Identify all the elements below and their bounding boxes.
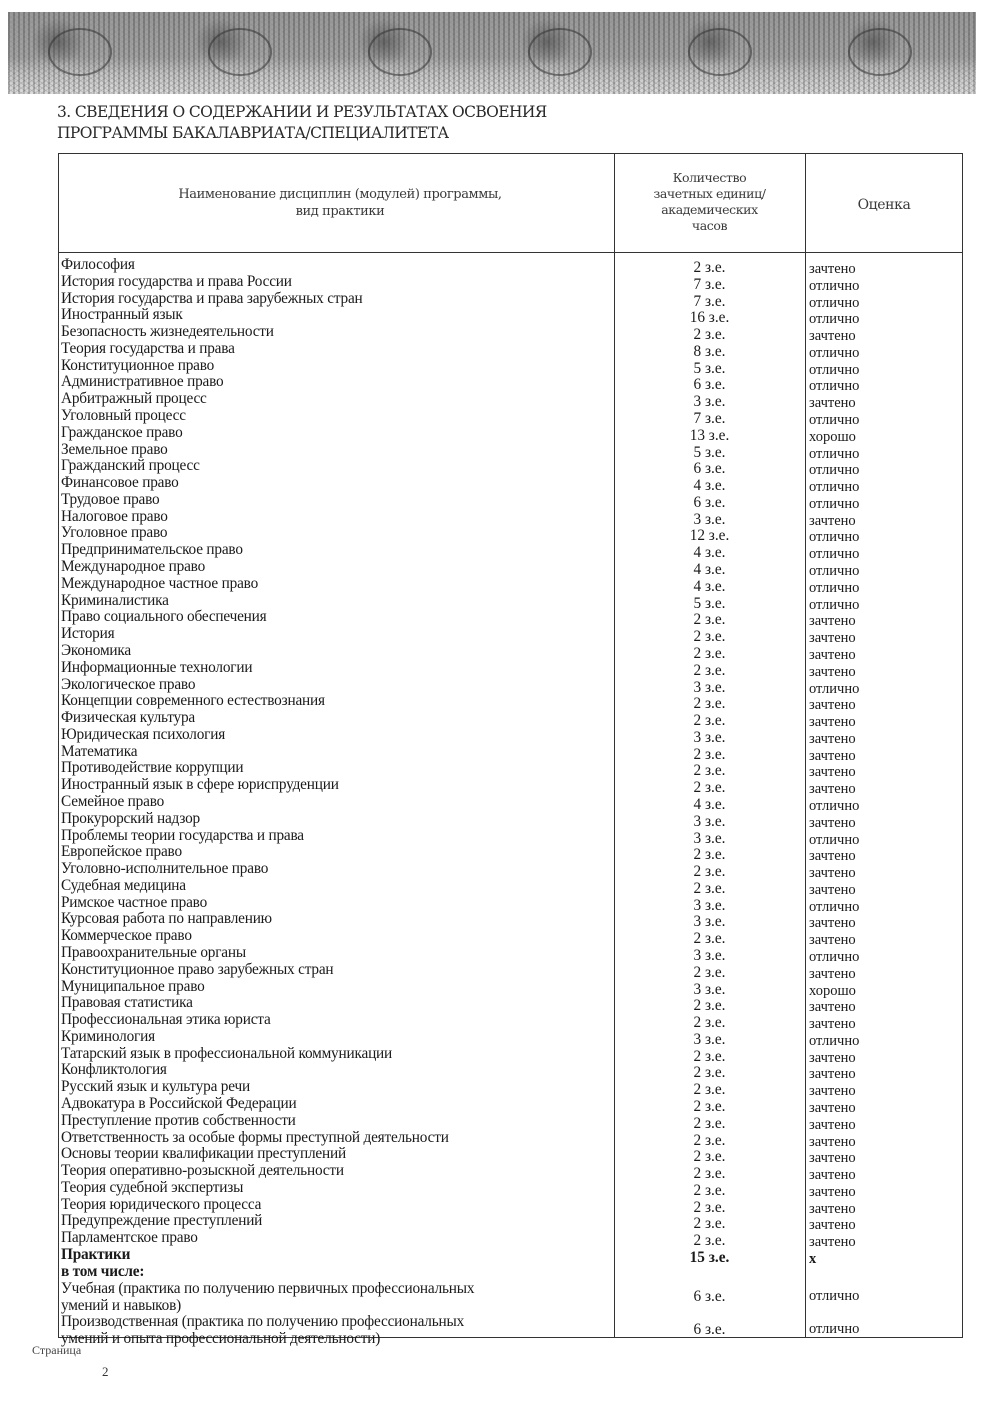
discipline-name: Физическая культура — [61, 709, 195, 727]
table-row — [0, 742, 999, 764]
grade-value: отлично — [809, 311, 860, 328]
table-row — [0, 943, 999, 965]
grade-value: зачтено — [809, 261, 856, 277]
grade-value: отлично — [809, 361, 860, 378]
credits-value: 6 з.е. — [693, 1321, 726, 1339]
discipline-name: Парламентское право — [61, 1229, 198, 1247]
credits-value: 7 з.е. — [693, 410, 726, 428]
credits-value: 5 з.е. — [693, 594, 726, 612]
discipline-name: Теория юридического процесса — [61, 1195, 262, 1213]
grade-value: зачтено — [809, 395, 856, 412]
grade-value: отлично — [809, 1287, 860, 1304]
grade-value: зачтено — [809, 1217, 856, 1234]
credits-value: 2 з.е. — [693, 644, 726, 662]
grade-value: отлично — [809, 529, 860, 546]
grade-value: отлично — [809, 596, 860, 613]
discipline-name: Уголовный процесс — [61, 407, 186, 425]
grade-value: зачтено — [809, 730, 856, 747]
table-row — [0, 725, 999, 747]
practice-name-line: Производственная (практика по получению профессиональных — [61, 1313, 465, 1331]
table-row — [0, 541, 999, 563]
table-row — [0, 608, 999, 630]
table-row — [0, 272, 999, 294]
table-row — [0, 256, 999, 277]
credits-value: 8 з.е. — [693, 342, 726, 360]
page-number: 2 — [102, 1364, 109, 1379]
table-row — [0, 927, 999, 949]
credits-value: 2 з.е. — [693, 611, 726, 629]
credits-value: 13 з.е. — [689, 426, 730, 444]
discipline-name: Проблемы теории государства и права — [61, 826, 304, 844]
table-row — [0, 960, 999, 982]
table-row — [0, 1095, 999, 1116]
discipline-name: Конституционное право — [61, 356, 215, 374]
credits-value: 2 з.е. — [693, 1014, 726, 1032]
grade-value: зачтено — [809, 915, 856, 932]
discipline-name: Безопасность жизнедеятельности — [61, 323, 274, 341]
rosette-ornament — [848, 28, 912, 76]
discipline-name: Юридическая психология — [61, 725, 226, 743]
table-row — [0, 893, 999, 915]
discipline-name: Финансовое право — [61, 474, 179, 492]
grade-value: отлично — [809, 797, 860, 814]
grade-value: отлично — [809, 579, 860, 596]
table-row — [0, 574, 999, 596]
table-row — [0, 1195, 999, 1217]
credits-value: 2 з.е. — [693, 628, 726, 646]
credits-value: 7 з.е. — [693, 292, 726, 310]
credits-value: 12 з.е. — [689, 527, 730, 545]
grade-value: зачтено — [809, 764, 856, 781]
discipline-name: Прокурорский надзор — [61, 809, 200, 827]
discipline-name: Предпринимательское право — [61, 541, 243, 559]
table-row — [0, 356, 999, 378]
table-row — [0, 1027, 999, 1049]
credits-value: 6 з.е. — [693, 1287, 726, 1305]
header-grade: Оценка — [857, 197, 911, 213]
grade-value: отлично — [809, 680, 860, 697]
grade-value: зачтено — [809, 1066, 856, 1083]
discipline-name: Теория оперативно-розыскной деятельности — [61, 1162, 344, 1180]
discipline-name: Основы теории квалификации преступлений — [61, 1145, 346, 1163]
header-text: вид практики — [295, 204, 385, 219]
credits-value: 2 з.е. — [693, 997, 726, 1015]
grade-value: отлично — [809, 479, 860, 496]
discipline-name: Экологическое право — [61, 675, 196, 693]
credits-value: 3 з.е. — [693, 829, 726, 847]
discipline-name: Гражданский процесс — [61, 457, 200, 475]
table-row — [0, 1111, 999, 1133]
discipline-name: Информационные технологии — [61, 658, 253, 676]
discipline-name: Преступление против собственности — [61, 1111, 296, 1129]
table-row — [0, 507, 999, 529]
discipline-name: Математика — [61, 742, 138, 760]
grade-value: зачтено — [809, 965, 856, 982]
grade-value: зачтено — [809, 747, 856, 764]
grade-value: отлично — [809, 412, 860, 429]
credits-value: 2 з.е. — [693, 661, 726, 679]
discipline-name: История — [61, 625, 115, 643]
grade-value: зачтено — [809, 328, 856, 345]
credits-value: 2 з.е. — [693, 326, 726, 344]
table-row — [0, 1212, 999, 1234]
discipline-name: Иностранный язык в сфере юриспруденции — [61, 776, 339, 794]
header-text: Количество — [672, 170, 747, 185]
guilloche-security-border — [8, 12, 976, 94]
grade-value: зачтено — [809, 881, 856, 898]
credits-value: 2 з.е. — [693, 695, 726, 713]
rosette-ornament — [528, 28, 592, 76]
table-row — [0, 692, 999, 714]
grade-value: хорошо — [809, 428, 856, 445]
discipline-name: Криминалистика — [61, 591, 169, 609]
including-row — [0, 1263, 999, 1280]
grade-value: отлично — [809, 546, 860, 563]
credits-value: 7 з.е. — [693, 275, 726, 293]
rosette-ornament — [208, 28, 272, 76]
credits-value: 4 з.е. — [693, 544, 726, 562]
grade-value: зачтено — [809, 613, 856, 630]
header-text: академических — [661, 202, 758, 217]
practices-row — [0, 1246, 999, 1268]
grade-value: зачтено — [809, 1200, 856, 1217]
rosette-ornament — [48, 28, 112, 76]
table-row — [0, 423, 999, 445]
table-row — [0, 474, 999, 496]
credits-value: 2 з.е. — [693, 1215, 726, 1233]
table-row — [0, 1044, 999, 1066]
credits-value: 4 з.е. — [693, 477, 726, 495]
rosette-ornament — [688, 28, 752, 76]
credits-value: 2 з.е. — [693, 1198, 726, 1216]
practice-name-line: Учебная (практика по получению первичных профессиональных — [61, 1279, 475, 1297]
table-row — [0, 1229, 999, 1251]
grade-value: отлично — [809, 294, 860, 311]
discipline-name: Семейное право — [61, 792, 165, 810]
table-row — [0, 860, 999, 882]
grade-value: отлично — [809, 948, 860, 965]
table-row — [0, 591, 999, 613]
credits-value: 3 з.е. — [693, 510, 726, 528]
credits-value: 3 з.е. — [693, 393, 726, 411]
credits-value: 2 з.е. — [693, 745, 726, 763]
credits-value: 6 з.е. — [693, 376, 726, 394]
table-row — [0, 843, 999, 865]
grade-value: отлично — [809, 563, 860, 580]
discipline-name: Ответственность за особые формы преступной деятельности — [61, 1128, 449, 1146]
discipline-name: Адвокатура в Российской Федерации — [61, 1095, 297, 1112]
discipline-name: Римское частное право — [61, 893, 208, 911]
practice-name-line: умений и опыта профессиональной деятельности) — [61, 1330, 381, 1348]
credits-value: 2 з.е. — [693, 1098, 726, 1115]
header-text: Наименование дисциплин (модулей) программы, — [178, 187, 502, 202]
table-row — [0, 339, 999, 361]
discipline-name: Международное право — [61, 558, 206, 576]
discipline-name: Уголовное право — [61, 524, 168, 542]
credits-value: 3 з.е. — [693, 913, 726, 931]
grade-value: отлично — [809, 495, 860, 512]
discipline-name: Коммерческое право — [61, 927, 192, 945]
credits-value: 4 з.е. — [693, 577, 726, 595]
table-row — [0, 457, 999, 479]
grade-value: зачтено — [809, 781, 856, 798]
discipline-name: Правовая статистика — [61, 994, 193, 1012]
discipline-name: Философия — [61, 256, 135, 273]
credits-value: 2 з.е. — [693, 779, 726, 797]
credits-value: 3 з.е. — [693, 678, 726, 696]
grade-value: отлично — [809, 1321, 860, 1338]
credits-value: 2 з.е. — [693, 879, 726, 897]
table-row — [0, 373, 999, 395]
credits-value: 3 з.е. — [693, 1030, 726, 1048]
grade-value: зачтено — [809, 814, 856, 831]
table-row — [0, 876, 999, 898]
table-row — [0, 826, 999, 848]
table-row — [0, 407, 999, 429]
section-title-line-1: 3. СВЕДЕНИЯ О СОДЕРЖАНИИ И РЕЗУЛЬТАТАХ ОСВОЕНИЯ — [57, 103, 547, 121]
table-row — [0, 390, 999, 412]
discipline-name: Муниципальное право — [61, 977, 205, 995]
grade-value: зачтено — [809, 1167, 856, 1184]
discipline-name: Право социального обеспечения — [61, 608, 267, 626]
discipline-name: Уголовно-исполнительное право — [61, 860, 269, 878]
grade-value: отлично — [809, 831, 860, 848]
header-text: часов — [691, 218, 728, 233]
table-row — [0, 306, 999, 328]
grade-value: зачтено — [809, 512, 856, 529]
discipline-name: Профессиональная этика юриста — [61, 1011, 271, 1029]
section-title-line-2: ПРОГРАММЫ БАКАЛАВРИАТА/СПЕЦИАЛИТЕТА — [57, 124, 449, 142]
grade-value: зачтено — [809, 1116, 856, 1133]
grade-value: зачтено — [809, 663, 856, 680]
table-row — [0, 323, 999, 345]
header-credits — [614, 170, 805, 234]
credits-value: 3 з.е. — [693, 980, 726, 998]
table-row — [0, 558, 999, 580]
discipline-name: Гражданское право — [61, 423, 183, 441]
discipline-name: Криминология — [61, 1027, 155, 1045]
grade-value: отлично — [809, 462, 860, 479]
table-row — [0, 792, 999, 814]
credits-value: 2 з.е. — [693, 1165, 726, 1183]
table-row — [0, 759, 999, 781]
grade-value: зачтено — [809, 697, 856, 714]
grade-value: зачтено — [809, 865, 856, 882]
grade-value: зачтено — [809, 1150, 856, 1167]
table-row — [0, 675, 999, 697]
credits-value: 2 з.е. — [693, 1131, 726, 1149]
credits-value: 2 з.е. — [693, 1232, 726, 1250]
discipline-name: Теория судебной экспертизы — [61, 1178, 244, 1196]
discipline-name: Теория государства и права — [61, 339, 235, 357]
discipline-name: Конфликтология — [61, 1061, 167, 1079]
grade-value: хорошо — [809, 982, 856, 999]
table-row — [0, 625, 999, 647]
credits-value: 2 з.е. — [693, 1114, 726, 1132]
grade-value: зачтено — [809, 714, 856, 731]
grade-value: отлично — [809, 344, 860, 361]
credits-value: 6 з.е. — [693, 460, 726, 478]
grade-value: зачтено — [809, 932, 856, 949]
grade-value: отлично — [809, 898, 860, 915]
practice-row — [0, 1280, 999, 1314]
page-label: Страница — [32, 1343, 82, 1357]
credits-value: 2 з.е. — [693, 259, 726, 276]
credits-value: 2 з.е. — [693, 930, 726, 948]
table-row — [0, 440, 999, 462]
grade-value: отлично — [809, 445, 860, 462]
grade-value: зачтено — [809, 1016, 856, 1033]
discipline-name: История государства и права зарубежных стран — [61, 289, 363, 307]
credits-value: 2 з.е. — [693, 762, 726, 780]
practice-row — [0, 1313, 999, 1347]
grade-value: зачтено — [809, 848, 856, 865]
header-divider — [58, 252, 963, 253]
grade-value: зачтено — [809, 1234, 856, 1251]
grade-value: отлично — [809, 1032, 860, 1049]
table-row — [0, 709, 999, 731]
credits-value: 2 з.е. — [693, 863, 726, 881]
credits-value: 15 з.е. — [689, 1249, 730, 1267]
discipline-name: Европейское право — [61, 843, 182, 861]
credits-value: 3 з.е. — [693, 728, 726, 746]
credits-value: 2 з.е. — [693, 1148, 726, 1166]
practice-name-line: умений и навыков) — [61, 1296, 182, 1314]
credits-value: 2 з.е. — [693, 1081, 726, 1099]
grade-value: зачтено — [809, 1183, 856, 1200]
grade-value: зачтено — [809, 999, 856, 1016]
table-row — [0, 658, 999, 680]
discipline-name: Предупреждение преступлений — [61, 1212, 263, 1230]
discipline-name: Курсовая работа по направлению — [61, 910, 272, 928]
header-text: зачетных единиц/ — [653, 186, 766, 201]
discipline-name: Земельное право — [61, 440, 168, 458]
table-row — [0, 524, 999, 546]
discipline-name: Правоохранительные органы — [61, 943, 246, 961]
table-row — [0, 1178, 999, 1200]
table-row — [0, 977, 999, 999]
table-row — [0, 1128, 999, 1150]
credits-value: 16 з.е. — [689, 309, 730, 327]
grade-value: х — [809, 1251, 817, 1268]
grade-value: отлично — [809, 378, 860, 395]
discipline-name: Татарский язык в профессиональной коммуникации — [61, 1044, 393, 1062]
section-title — [57, 102, 657, 144]
discipline-name: Налоговое право — [61, 507, 168, 525]
practice-name — [61, 1313, 464, 1347]
table-row — [0, 1078, 999, 1100]
table-row — [0, 1011, 999, 1033]
table-row — [0, 1162, 999, 1184]
discipline-name: Концепции современного естествознания — [61, 692, 325, 710]
discipline-name: Иностранный язык — [61, 306, 183, 324]
discipline-name: Экономика — [61, 641, 132, 659]
credits-value: 5 з.е. — [693, 443, 726, 461]
header-discipline-name — [120, 186, 560, 220]
credits-value: 2 з.е. — [693, 1064, 726, 1082]
discipline-name: История государства и права России — [61, 272, 292, 290]
table-row — [0, 910, 999, 932]
table-row — [0, 490, 999, 512]
credits-value: 3 з.е. — [693, 812, 726, 830]
credits-value: 2 з.е. — [693, 1047, 726, 1065]
credits-value: 2 з.е. — [693, 846, 726, 864]
discipline-name: Противодействие коррупции — [61, 759, 244, 777]
grade-value: зачтено — [809, 1100, 856, 1116]
credits-value: 4 з.е. — [693, 561, 726, 579]
grade-value: зачтено — [809, 1083, 856, 1100]
credits-value: 2 з.е. — [693, 712, 726, 730]
grade-value: отлично — [809, 277, 860, 294]
discipline-name: Конституционное право зарубежных стран — [61, 960, 334, 978]
including-label: в том числе: — [61, 1262, 145, 1280]
credits-value: 2 з.е. — [693, 963, 726, 981]
credits-value: 5 з.е. — [693, 359, 726, 377]
table-row — [0, 289, 999, 311]
credits-value: 6 з.е. — [693, 493, 726, 511]
credits-value: 3 з.е. — [693, 946, 726, 964]
grade-value: зачтено — [809, 630, 856, 647]
credits-value: 2 з.е. — [693, 1181, 726, 1199]
practices-label: Практики — [61, 1246, 131, 1264]
discipline-name: Административное право — [61, 373, 224, 391]
discipline-name: Русский язык и культура речи — [61, 1078, 250, 1096]
discipline-name: Судебная медицина — [61, 876, 186, 894]
grade-value: зачтено — [809, 1049, 856, 1066]
grade-value: зачтено — [809, 1133, 856, 1150]
table-row — [0, 1145, 999, 1167]
discipline-name: Арбитражный процесс — [61, 390, 207, 408]
table-row — [0, 776, 999, 798]
credits-value: 4 з.е. — [693, 795, 726, 813]
credits-value: 3 з.е. — [693, 896, 726, 914]
discipline-name: Международное частное право — [61, 574, 259, 592]
practice-name — [61, 1280, 474, 1314]
table-row — [0, 641, 999, 663]
table-row — [0, 994, 999, 1016]
grade-value: зачтено — [809, 646, 856, 663]
table-row — [0, 1061, 999, 1083]
rosette-ornament — [368, 28, 432, 76]
discipline-name: Трудовое право — [61, 490, 160, 508]
table-row — [0, 809, 999, 831]
